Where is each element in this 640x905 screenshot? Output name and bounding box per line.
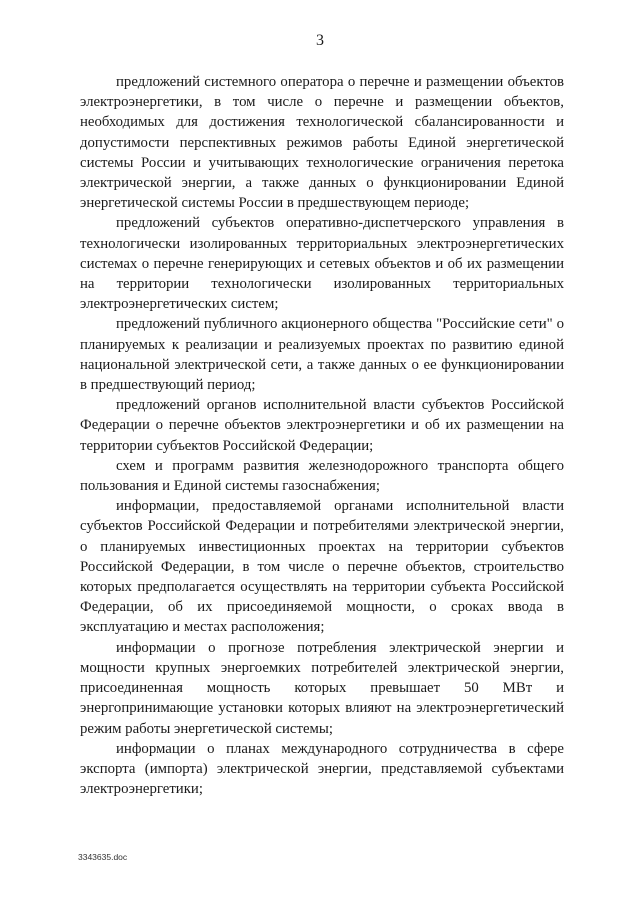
document-body xyxy=(80,72,564,799)
page-number: 3 xyxy=(316,32,324,49)
paragraph-system-operator-proposals: предложений системного оператора о перечне и размещении объектов электроэнергетики, в том числе о перечне и размещении объектов, необходимых для достижения технологической сбалансированности и допустимости перспективных режимов работы Единой энергетической системы России и учитывающих технологические ограничения перетока электрической энергии, а также данных о функционировании Единой энергетической системы России в предшествующем периоде; xyxy=(80,74,564,212)
paragraph-investment-projects-info: информации, предоставляемой органами исполнительной власти субъектов Российской Федерации и потребителями электрической энергии, о планируемых инвестиционных проектах на территории субъектов Российской Федерации, в том числе о перечне объектов, строительство которых предполагается осуществлять на территории субъекта Российской Федерации, об их присоединяемой мощности, о сроках ввода в эксплуатацию и местах расположения; xyxy=(80,498,564,636)
paragraph-regional-authorities-proposals: предложений органов исполнительной власти субъектов Российской Федерации о перечне объектов электроэнергетики и об их размещении на территории субъектов Российской Федерации; xyxy=(80,397,564,454)
paragraph-consumption-forecast-info: информации о прогнозе потребления электрической энергии и мощности крупных энергоемких потребителей электрической энергии, присоединенная мощность которых превышает 50 МВт и энергопринимающие установки которых влияют на электроэнергетический режим работы энергетической системы; xyxy=(80,639,564,737)
paragraph-railway-gas-schemes: схем и программ развития железнодорожного транспорта общего пользования и Единой системы газоснабжения; xyxy=(80,457,564,495)
paragraph-international-cooperation-info: информации о планах международного сотрудничества в сфере экспорта (импорта) электрической энергии, представляемой субъектами электроэнергетики; xyxy=(80,740,564,798)
paragraph-dispatch-subjects-proposals: предложений субъектов оперативно-диспетчерского управления в технологически изолированных территориальных электроэнергетических системах о перечне генерирующих и сетевых объектов и об их размещении на территории технологически изолированных территориальных электроэнергетических систем; xyxy=(80,215,564,313)
document-file-reference: 3343635.doc xyxy=(78,852,128,862)
paragraph-rosseti-proposals: предложений публичного акционерного общества "Российские сети" о планируемых к реализации и реализуемых проектах по развитию единой национальной электрической сети, а также данных о ее функционировании в предшествующий период; xyxy=(80,316,564,394)
